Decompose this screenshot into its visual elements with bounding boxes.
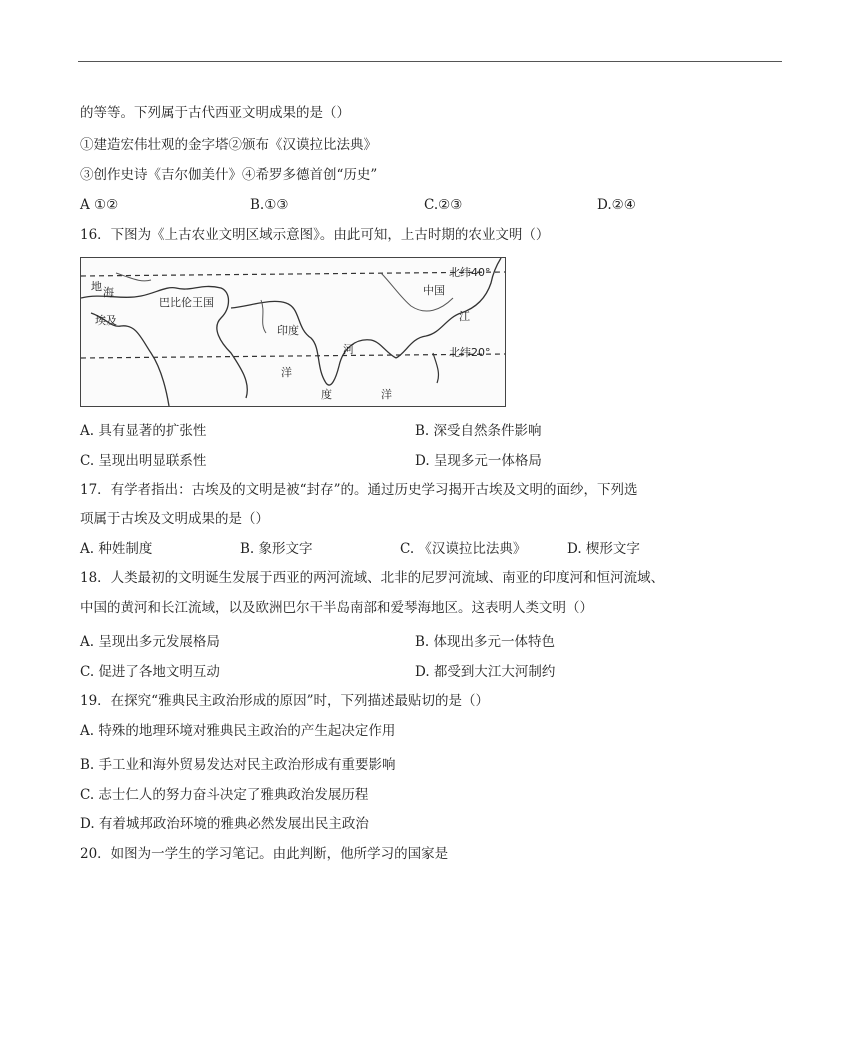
- q16-stem: 16．下图为《上古农业文明区域示意图》。由此可知，上古时期的农业文明（）: [80, 227, 550, 243]
- label-china: 中国: [423, 284, 445, 297]
- q18-option-c[interactable]: C. 促进了各地文明互动: [80, 664, 220, 680]
- q20-stem: 20．如图为一学生的学习笔记。由此判断，他所学习的国家是: [80, 846, 449, 862]
- q16-option-b[interactable]: B. 深受自然条件影响: [415, 423, 542, 439]
- q17-option-a[interactable]: A. 种姓制度: [80, 541, 153, 557]
- q18-stem-1: 18．人类最初的文明诞生发展于西亚的两河流域、北非的尼罗河流域、南亚的印度河和恒河流域、: [80, 570, 665, 586]
- label-du: 度: [321, 388, 332, 401]
- q17-stem-1: 17．有学者指出：古埃及的文明是被“封存”的。通过历史学习揭开古埃及文明的面纱，下列选: [80, 482, 638, 498]
- q19-option-c[interactable]: C. 志士仁人的努力奋斗决定了雅典政治发展历程: [80, 787, 369, 803]
- header-rule: [78, 61, 782, 62]
- label-he: 河: [343, 343, 354, 356]
- label-egypt: 埃及: [95, 314, 117, 327]
- q17-option-d[interactable]: D. 楔形文字: [567, 541, 640, 557]
- q17-stem-2: 项属于古埃及文明成果的是（）: [80, 511, 269, 527]
- label-di: 地: [91, 280, 102, 293]
- q18-stem-2: 中国的黄河和长江流域，以及欧洲巴尔干半岛南部和爱琴海地区。这表明人类文明（）: [80, 600, 593, 616]
- label-jiang: 江: [459, 310, 470, 323]
- q15-option-d[interactable]: D.②④: [597, 197, 636, 213]
- label-north-40: 北纬40°: [449, 266, 491, 279]
- q19-stem: 19．在探究“雅典民主政治形成的原因”时，下列描述最贴切的是（）: [80, 693, 489, 709]
- label-india: 印度: [277, 324, 299, 337]
- q19-option-a[interactable]: A. 特殊的地理环境对雅典民主政治的产生起决定作用: [80, 723, 396, 739]
- q18-option-a[interactable]: A. 呈现出多元发展格局: [80, 634, 220, 650]
- q15-items-1: ①建造宏伟壮观的金字塔②颁布《汉谟拉比法典》: [80, 137, 377, 153]
- q18-option-d[interactable]: D. 都受到大江大河制约: [415, 664, 556, 680]
- q18-option-b[interactable]: B. 体现出多元一体特色: [415, 634, 556, 650]
- q19-option-b[interactable]: B. 手工业和海外贸易发达对民主政治形成有重要影响: [80, 757, 396, 773]
- map-drawing: [81, 258, 505, 406]
- label-yang: 洋: [381, 388, 392, 401]
- label-hai: 海: [103, 286, 114, 299]
- q15-option-c[interactable]: C.②③: [424, 197, 463, 213]
- q16-option-a[interactable]: A. 具有显著的扩张性: [80, 423, 207, 439]
- q15-option-a[interactable]: A ①②: [80, 197, 119, 213]
- q15-items-2: ③创作史诗《吉尔伽美什》④希罗多德首创“历史”: [80, 167, 378, 183]
- q16-option-d[interactable]: D. 呈现多元一体格局: [415, 453, 542, 469]
- intro-line: 的等等。下列属于古代西亚文明成果的是（）: [80, 105, 350, 121]
- q17-option-b[interactable]: B. 象形文字: [240, 541, 313, 557]
- label-north-20: 北纬20°: [449, 346, 491, 359]
- q19-option-d[interactable]: D. 有着城邦政治环境的雅典必然发展出民主政治: [80, 816, 369, 832]
- q17-option-c[interactable]: C. 《汉谟拉比法典》: [400, 541, 527, 557]
- q16-option-c[interactable]: C. 呈现出明显联系性: [80, 453, 207, 469]
- label-babylon: 巴比伦王国: [159, 296, 214, 309]
- agricultural-civilization-map: [80, 257, 506, 407]
- label-yang-2: 洋: [281, 366, 292, 379]
- q15-option-b[interactable]: B.①③: [250, 197, 289, 213]
